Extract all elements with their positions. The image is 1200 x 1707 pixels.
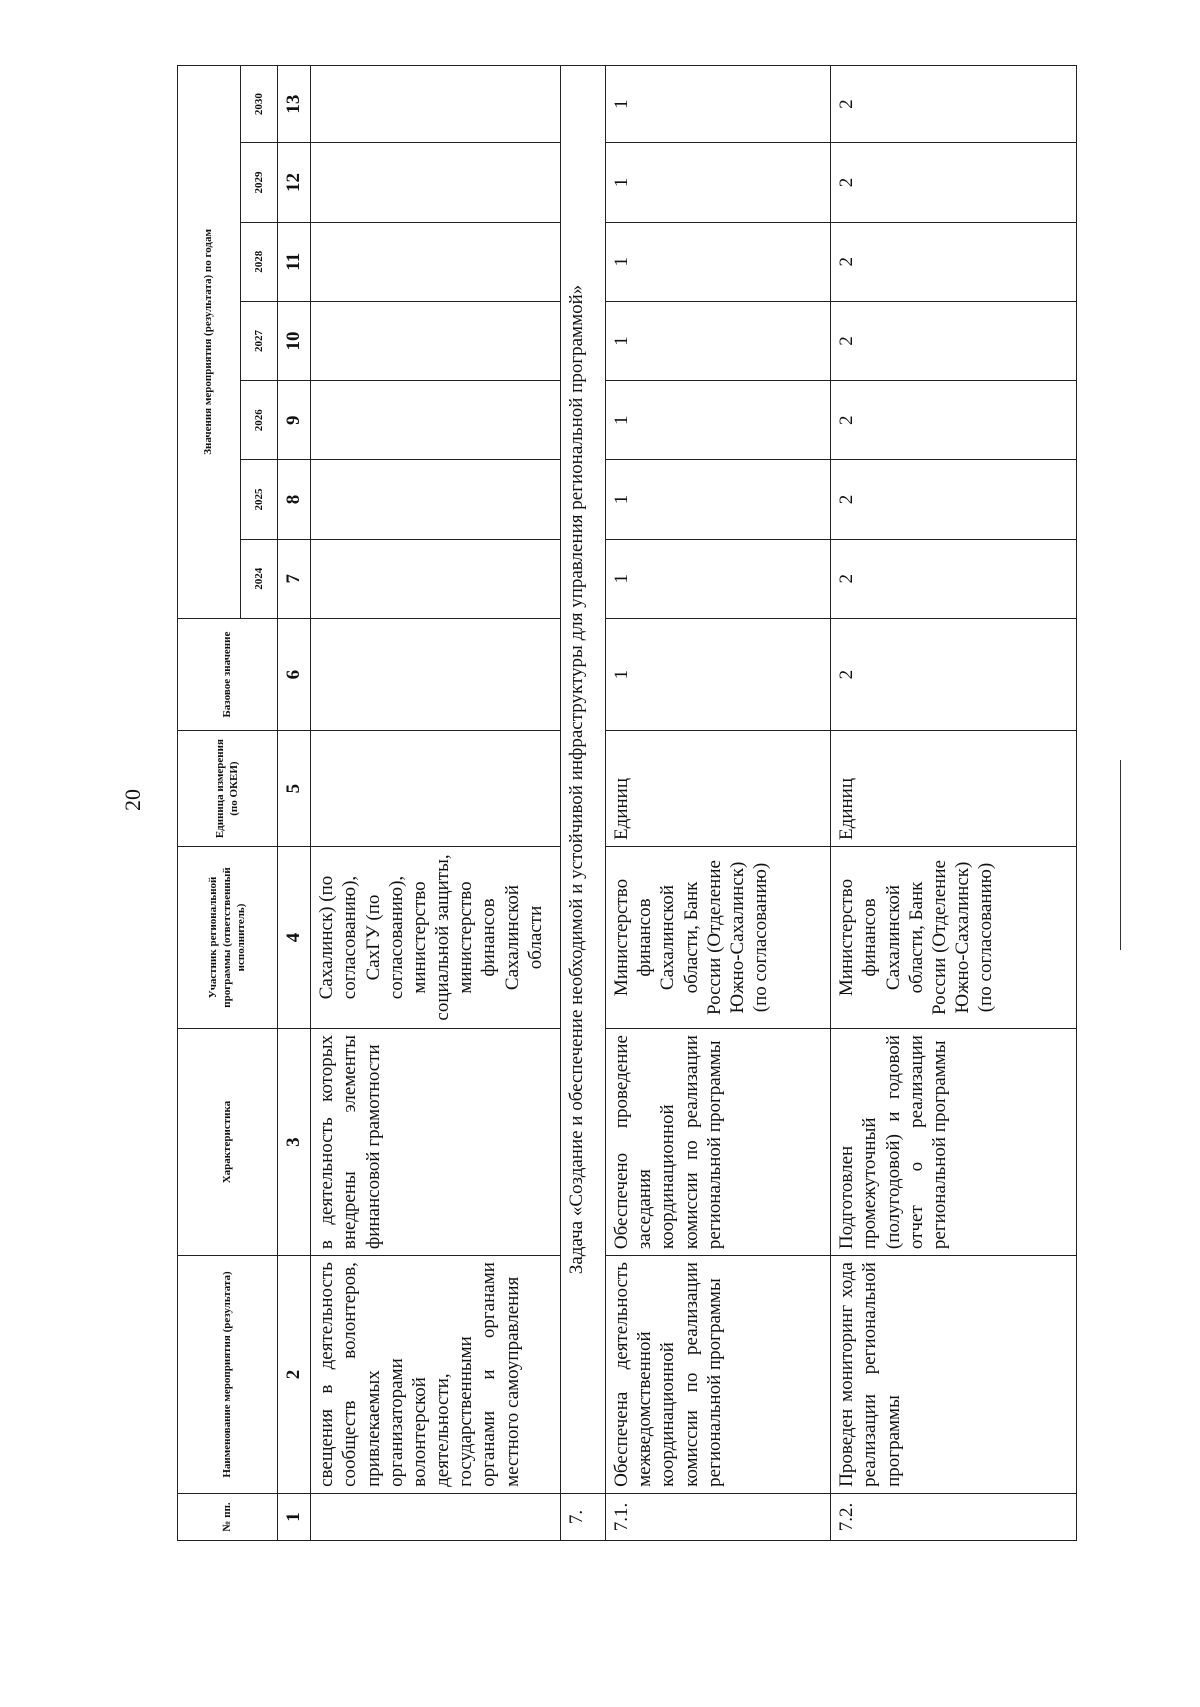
column-number: 9: [278, 381, 311, 460]
row-value: [311, 143, 561, 222]
column-number-row: [278, 66, 311, 1541]
row-name: Обеспечена деятельность межведомственной координационной комиссии по реализации региональной программы: [606, 1256, 831, 1494]
row-value: [311, 222, 561, 301]
column-number: 3: [278, 1029, 311, 1256]
column-number: 7: [278, 539, 311, 618]
task-title: Задача «Создание и обеспечение необходимой и устойчивой инфраструктуры для управления региональной программой»: [561, 66, 606, 1494]
table-row: [311, 66, 561, 1541]
rotated-document-table: [177, 65, 1077, 1541]
row-value: 2: [831, 143, 1077, 222]
table-row: [831, 66, 1077, 1541]
row-participant: Министерство финансов Сахалинской области, Банк России (Отделение Южно-Сахалинск) (по согласованию): [606, 846, 831, 1028]
footer-rule: [1120, 760, 1121, 950]
column-number: 13: [278, 66, 311, 143]
row-value: 1: [606, 66, 831, 143]
header-year: 2024: [241, 539, 278, 618]
row-value: 2: [831, 66, 1077, 143]
page-number: 20: [120, 789, 145, 811]
row-base: 2: [831, 618, 1077, 730]
row-value: [311, 460, 561, 539]
task-num: 7.: [561, 1493, 606, 1540]
row-participant: Сахалинск) (по согласованию), СахГУ (по согласованию), министерство социальной защиты, министерство финансов Сахалинской области: [311, 846, 561, 1028]
column-number: 8: [278, 460, 311, 539]
row-base: [311, 618, 561, 730]
header-year: 2026: [241, 381, 278, 460]
row-value: [311, 301, 561, 380]
row-value: 1: [606, 539, 831, 618]
header-characteristic: Характеристика: [178, 1029, 278, 1256]
row-unit: Единиц: [606, 731, 831, 847]
row-value: [311, 539, 561, 618]
column-number: 12: [278, 143, 311, 222]
header-row: [178, 66, 241, 1541]
row-value: 1: [606, 460, 831, 539]
column-number: 5: [278, 731, 311, 847]
table-row: [606, 66, 831, 1541]
row-value: 2: [831, 301, 1077, 380]
header-num: № пп.: [178, 1493, 278, 1540]
row-value: [311, 381, 561, 460]
row-name: Проведен мониторинг хода реализации региональной программы: [831, 1256, 1077, 1494]
header-name: Наименование мероприятия (результата): [178, 1256, 278, 1494]
row-value: 2: [831, 539, 1077, 618]
row-unit: [311, 731, 561, 847]
row-characteristic: в деятельность которых внедрены элементы финансовой грамотности: [311, 1029, 561, 1256]
column-number: 1: [278, 1493, 311, 1540]
header-year: 2027: [241, 301, 278, 380]
task-row: [561, 66, 606, 1541]
row-value: 1: [606, 381, 831, 460]
row-value: 2: [831, 460, 1077, 539]
header-participant: Участник региональной программы (ответственный исполнитель): [178, 846, 278, 1028]
header-year: 2025: [241, 460, 278, 539]
row-participant: Министерство финансов Сахалинской области, Банк России (Отделение Южно-Сахалинск) (по согласованию): [831, 846, 1077, 1028]
row-value: 1: [606, 222, 831, 301]
header-year: 2028: [241, 222, 278, 301]
row-value: 2: [831, 222, 1077, 301]
row-base: 1: [606, 618, 831, 730]
column-number: 2: [278, 1256, 311, 1494]
column-number: 10: [278, 301, 311, 380]
row-value: 1: [606, 301, 831, 380]
row-num: 7.1.: [606, 1493, 831, 1540]
header-unit: Единица измерения (по ОКЕИ): [178, 731, 278, 847]
row-num: [311, 1493, 561, 1540]
header-year: 2029: [241, 143, 278, 222]
row-characteristic: Подготовлен промежуточный (полугодовой) и годовой отчет о реализации региональной программы: [831, 1029, 1077, 1256]
column-number: 6: [278, 618, 311, 730]
header-values-group: Значения мероприятия (результата) по годам: [178, 66, 241, 619]
column-number: 4: [278, 846, 311, 1028]
measures-table: [177, 65, 1077, 1541]
header-base: Базовое значение: [178, 618, 278, 730]
row-characteristic: Обеспечено проведение заседания координационной комиссии по реализации региональной программы: [606, 1029, 831, 1256]
column-number: 11: [278, 222, 311, 301]
row-num: 7.2.: [831, 1493, 1077, 1540]
row-value: [311, 66, 561, 143]
header-year: 2030: [241, 66, 278, 143]
row-value: 1: [606, 143, 831, 222]
row-value: 2: [831, 381, 1077, 460]
row-name: свещения в деятельность сообществ волонтеров, привлекаемых организаторами волонтерской деятельности, государственными органами и органами местного самоуправления: [311, 1256, 561, 1494]
row-unit: Единиц: [831, 731, 1077, 847]
